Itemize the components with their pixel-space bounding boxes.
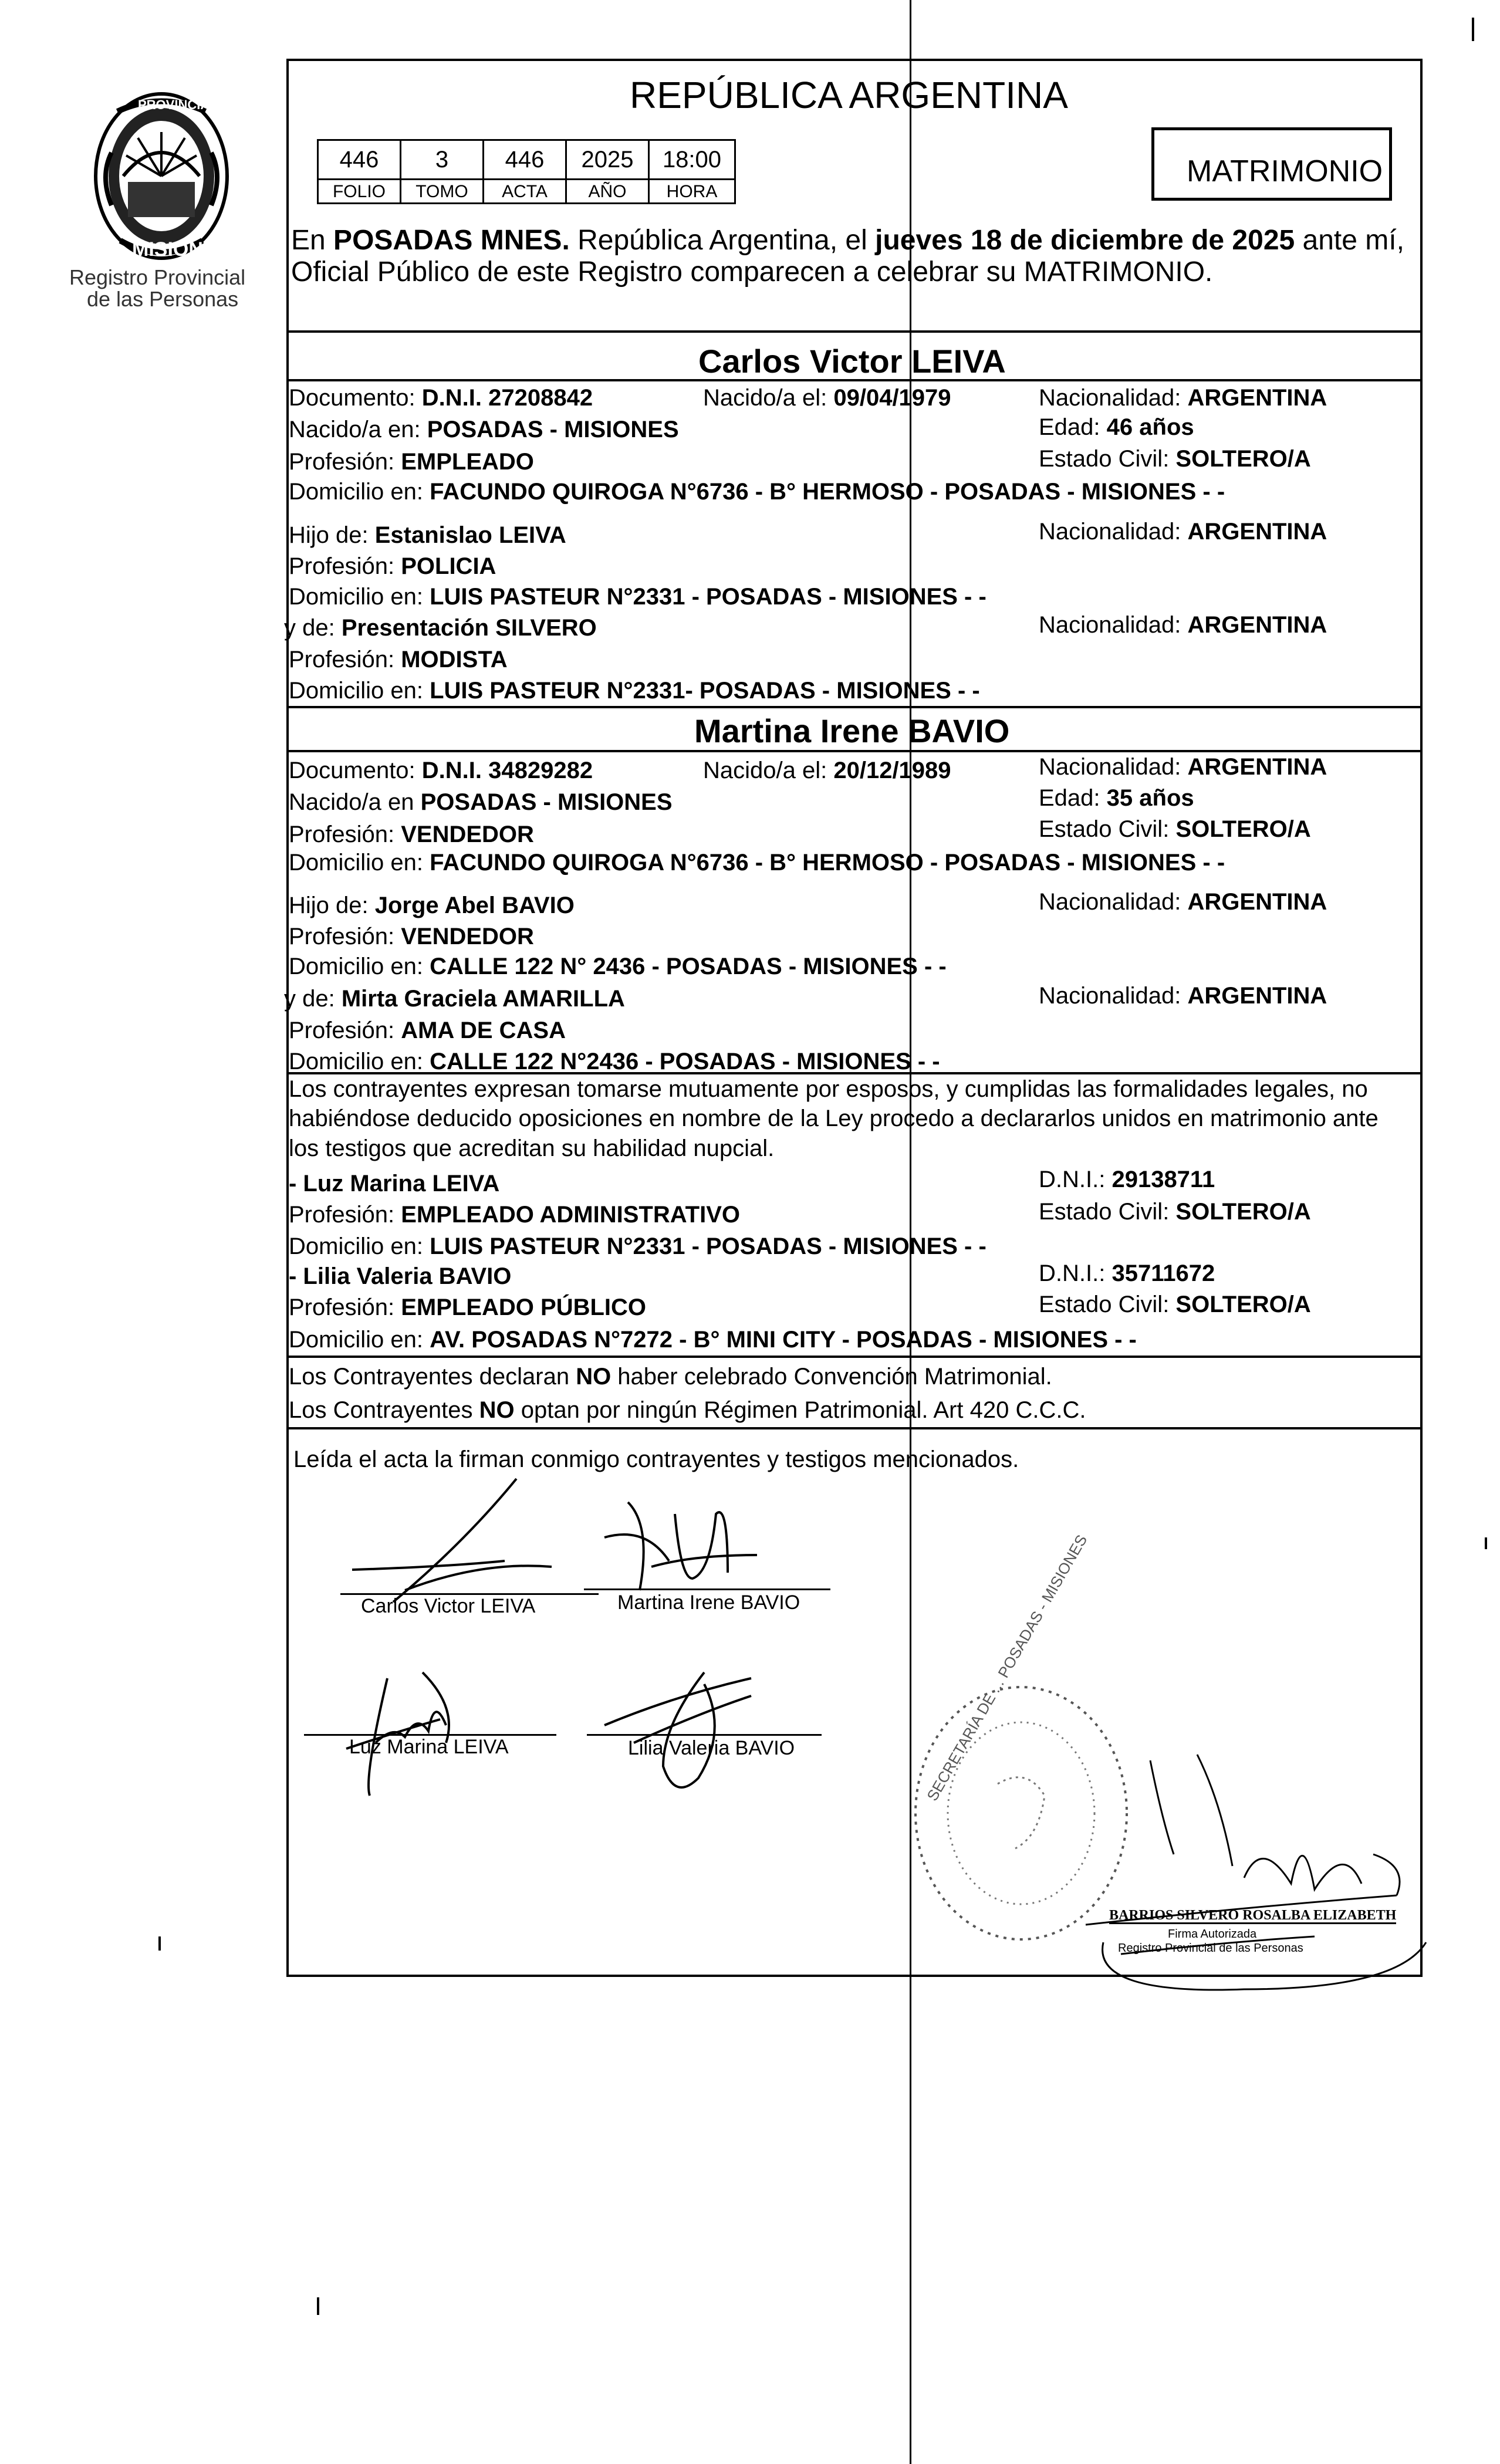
spouse2-father-domicilio: Domicilio en: CALLE 122 N° 2436 - POSADAS - MISIONES - - bbox=[289, 954, 947, 979]
record-table bbox=[317, 139, 739, 209]
spouse2-profesion: Profesión: VENDEDOR bbox=[289, 822, 534, 847]
sig1-caption: Carlos Victor LEIVA bbox=[361, 1595, 536, 1617]
intro-line-2: Oficial Público de este Registro comparecen a celebrar su MATRIMONIO. bbox=[291, 256, 1213, 288]
frame-top bbox=[286, 59, 1423, 61]
divider-1 bbox=[286, 330, 1423, 333]
seal-caption-2: de las Personas bbox=[87, 287, 239, 311]
spouse1-father-profesion: Profesión: POLICIA bbox=[289, 553, 496, 579]
spouse2-estado-civil: Estado Civil: SOLTERO/A bbox=[1039, 816, 1311, 842]
sig1-signature bbox=[329, 1473, 575, 1608]
spouse2-name: Martina Irene BAVIO bbox=[694, 712, 1010, 749]
convention-line-1: Los Contrayentes declaran NO haber celebrado Convención Matrimonial. bbox=[289, 1364, 1052, 1390]
spouse1-mother-domicilio: Domicilio en: LUIS PASTEUR N°2331- POSADAS - MISIONES - - bbox=[289, 678, 980, 704]
witness1-domicilio: Domicilio en: LUIS PASTEUR N°2331 - POSADAS - MISIONES - - bbox=[289, 1233, 987, 1259]
spouse1-documento: Documento: D.N.I. 27208842 bbox=[289, 385, 593, 411]
anio-label: AÑO bbox=[565, 178, 650, 204]
witness2-estado-civil: Estado Civil: SOLTERO/A bbox=[1039, 1292, 1311, 1317]
spouse1-mother-profesion: Profesión: MODISTA bbox=[289, 647, 508, 672]
folio-label: FOLIO bbox=[317, 178, 401, 204]
doc-type: MATRIMONIO bbox=[1187, 154, 1383, 188]
spouse2-father-profesion: Profesión: VENDEDOR bbox=[289, 924, 534, 949]
declaration-line-2: habiéndose deducido oposiciones en nombre de la Ley procedo a declararlos unidos en matrimonio ante bbox=[289, 1106, 1379, 1131]
sig2-caption: Martina Irene BAVIO bbox=[617, 1591, 800, 1614]
seal-caption-1: Registro Provincial bbox=[69, 265, 246, 289]
spouse2-mother-domicilio: Domicilio en: CALLE 122 N°2436 - POSADAS - MISIONES - - bbox=[289, 1049, 940, 1074]
spouse2-edad: Edad: 35 años bbox=[1039, 785, 1194, 811]
spouse2-domicilio: Domicilio en: FACUNDO QUIROGA N°6736 - B° HERMOSO - POSADAS - MISIONES - - bbox=[289, 850, 1225, 876]
declaration-line-3: los testigos que acreditan su habilidad nupcial. bbox=[289, 1135, 775, 1161]
witness1-profesion: Profesión: EMPLEADO ADMINISTRATIVO bbox=[289, 1202, 740, 1228]
sig3-signature bbox=[329, 1661, 481, 1801]
witness1-name: - Luz Marina LEIVA bbox=[289, 1171, 500, 1196]
margin-mark-2 bbox=[1485, 1537, 1487, 1549]
margin-mark-1 bbox=[1472, 18, 1474, 41]
page-title: REPÚBLICA ARGENTINA bbox=[630, 74, 1068, 116]
seal-ring-top: PROVINCIA DE bbox=[138, 97, 231, 112]
folio-value: 446 bbox=[317, 139, 401, 180]
divider-5 bbox=[286, 1072, 1423, 1074]
frame-right bbox=[1420, 59, 1423, 1976]
doc-type-box bbox=[1151, 127, 1392, 201]
spouse2-nacido-el: Nacido/a el: 20/12/1989 bbox=[703, 758, 951, 783]
spouse2-mother-profesion: Profesión: AMA DE CASA bbox=[289, 1018, 566, 1043]
divider-7 bbox=[286, 1427, 1423, 1429]
divider-6 bbox=[286, 1356, 1423, 1358]
sig4-caption: Lilia Valeria BAVIO bbox=[628, 1737, 795, 1759]
spouse2-nacionalidad: Nacionalidad: ARGENTINA bbox=[1039, 754, 1327, 780]
spouse2-nacido-en: Nacido/a en POSADAS - MISIONES bbox=[289, 789, 673, 815]
official-title: Firma Autorizada bbox=[1168, 1928, 1257, 1941]
spouse1-name: Carlos Victor LEIVA bbox=[698, 343, 1006, 380]
spouse1-mother-nacionalidad: Nacionalidad: ARGENTINA bbox=[1039, 612, 1327, 638]
convention-line-2: Los Contrayentes NO optan por ningún Régimen Patrimonial. Art 420 C.C.C. bbox=[289, 1397, 1086, 1423]
official-signature bbox=[1068, 1749, 1444, 1995]
official-name: BARRIOS SILVERO ROSALBA ELIZABETH bbox=[1109, 1908, 1397, 1923]
intro-line-1: En POSADAS MNES. República Argentina, el jueves 18 de diciembre de 2025 ante mí, bbox=[291, 225, 1404, 256]
witness2-dni: D.N.I.: 35711672 bbox=[1039, 1260, 1215, 1286]
seal-ring-bottom: MISIONES bbox=[132, 238, 230, 261]
spouse1-father-domicilio: Domicilio en: LUIS PASTEUR N°2331 - POSADAS - MISIONES - - bbox=[289, 584, 987, 610]
spouse2-mother-nacionalidad: Nacionalidad: ARGENTINA bbox=[1039, 983, 1327, 1009]
witness2-name: - Lilia Valeria BAVIO bbox=[289, 1263, 512, 1289]
margin-mark-3 bbox=[158, 1936, 161, 1951]
acta-value: 446 bbox=[482, 139, 567, 180]
spouse1-nacido-el: Nacido/a el: 09/04/1979 bbox=[703, 385, 951, 411]
divider-4 bbox=[286, 750, 1423, 752]
tomo-value: 3 bbox=[400, 139, 484, 180]
divider-2 bbox=[286, 379, 1423, 381]
province-seal bbox=[76, 88, 246, 264]
witness1-dni: D.N.I.: 29138711 bbox=[1039, 1167, 1215, 1192]
spouse2-mother-name: y de: Mirta Graciela AMARILLA bbox=[284, 986, 625, 1012]
divider-3 bbox=[286, 706, 1423, 708]
seal-emblem-icon bbox=[76, 88, 246, 264]
spouse1-father-nacionalidad: Nacionalidad: ARGENTINA bbox=[1039, 519, 1327, 545]
sig3-caption: Luz Marina LEIVA bbox=[349, 1736, 509, 1758]
sig4-signature bbox=[593, 1661, 769, 1807]
spouse1-estado-civil: Estado Civil: SOLTERO/A bbox=[1039, 446, 1311, 472]
anio-value: 2025 bbox=[565, 139, 650, 180]
spouse1-mother-name: y de: Presentación SILVERO bbox=[284, 615, 597, 641]
declaration-line-1: Los contrayentes expresan tomarse mutuamente por esposos, y cumplidas las formalidades legales, no bbox=[289, 1076, 1368, 1102]
closing-text: Leída el acta la firman conmigo contrayentes y testigos mencionados. bbox=[293, 1446, 1019, 1472]
spouse2-father-name: Hijo de: Jorge Abel BAVIO bbox=[289, 893, 575, 918]
spouse1-nacionalidad: Nacionalidad: ARGENTINA bbox=[1039, 385, 1327, 411]
sig2-signature bbox=[593, 1490, 781, 1602]
spouse1-father-name: Hijo de: Estanislao LEIVA bbox=[289, 522, 566, 548]
hora-value: 18:00 bbox=[648, 139, 736, 180]
margin-mark-4 bbox=[317, 2297, 319, 2315]
spouse1-profesion: Profesión: EMPLEADO bbox=[289, 449, 534, 475]
acta-label: ACTA bbox=[482, 178, 567, 204]
witness2-domicilio: Domicilio en: AV. POSADAS N°7272 - B° MINI CITY - POSADAS - MISIONES - - bbox=[289, 1327, 1137, 1353]
official-office: Registro Provincial de las Personas bbox=[1118, 1942, 1303, 1955]
hora-label: HORA bbox=[648, 178, 736, 204]
spouse2-father-nacionalidad: Nacionalidad: ARGENTINA bbox=[1039, 889, 1327, 915]
witness1-estado-civil: Estado Civil: SOLTERO/A bbox=[1039, 1199, 1311, 1225]
spouse1-edad: Edad: 46 años bbox=[1039, 414, 1194, 440]
official-stamp-text: SECRETARÍA DE ... POSADAS - MISIONES bbox=[923, 1532, 1091, 1804]
tomo-label: TOMO bbox=[400, 178, 484, 204]
spouse1-domicilio: Domicilio en: FACUNDO QUIROGA N°6736 - B° HERMOSO - POSADAS - MISIONES - - bbox=[289, 479, 1225, 505]
spouse2-documento: Documento: D.N.I. 34829282 bbox=[289, 758, 593, 783]
witness2-profesion: Profesión: EMPLEADO PÚBLICO bbox=[289, 1294, 647, 1320]
spouse1-nacido-en: Nacido/a en: POSADAS - MISIONES bbox=[289, 417, 679, 442]
